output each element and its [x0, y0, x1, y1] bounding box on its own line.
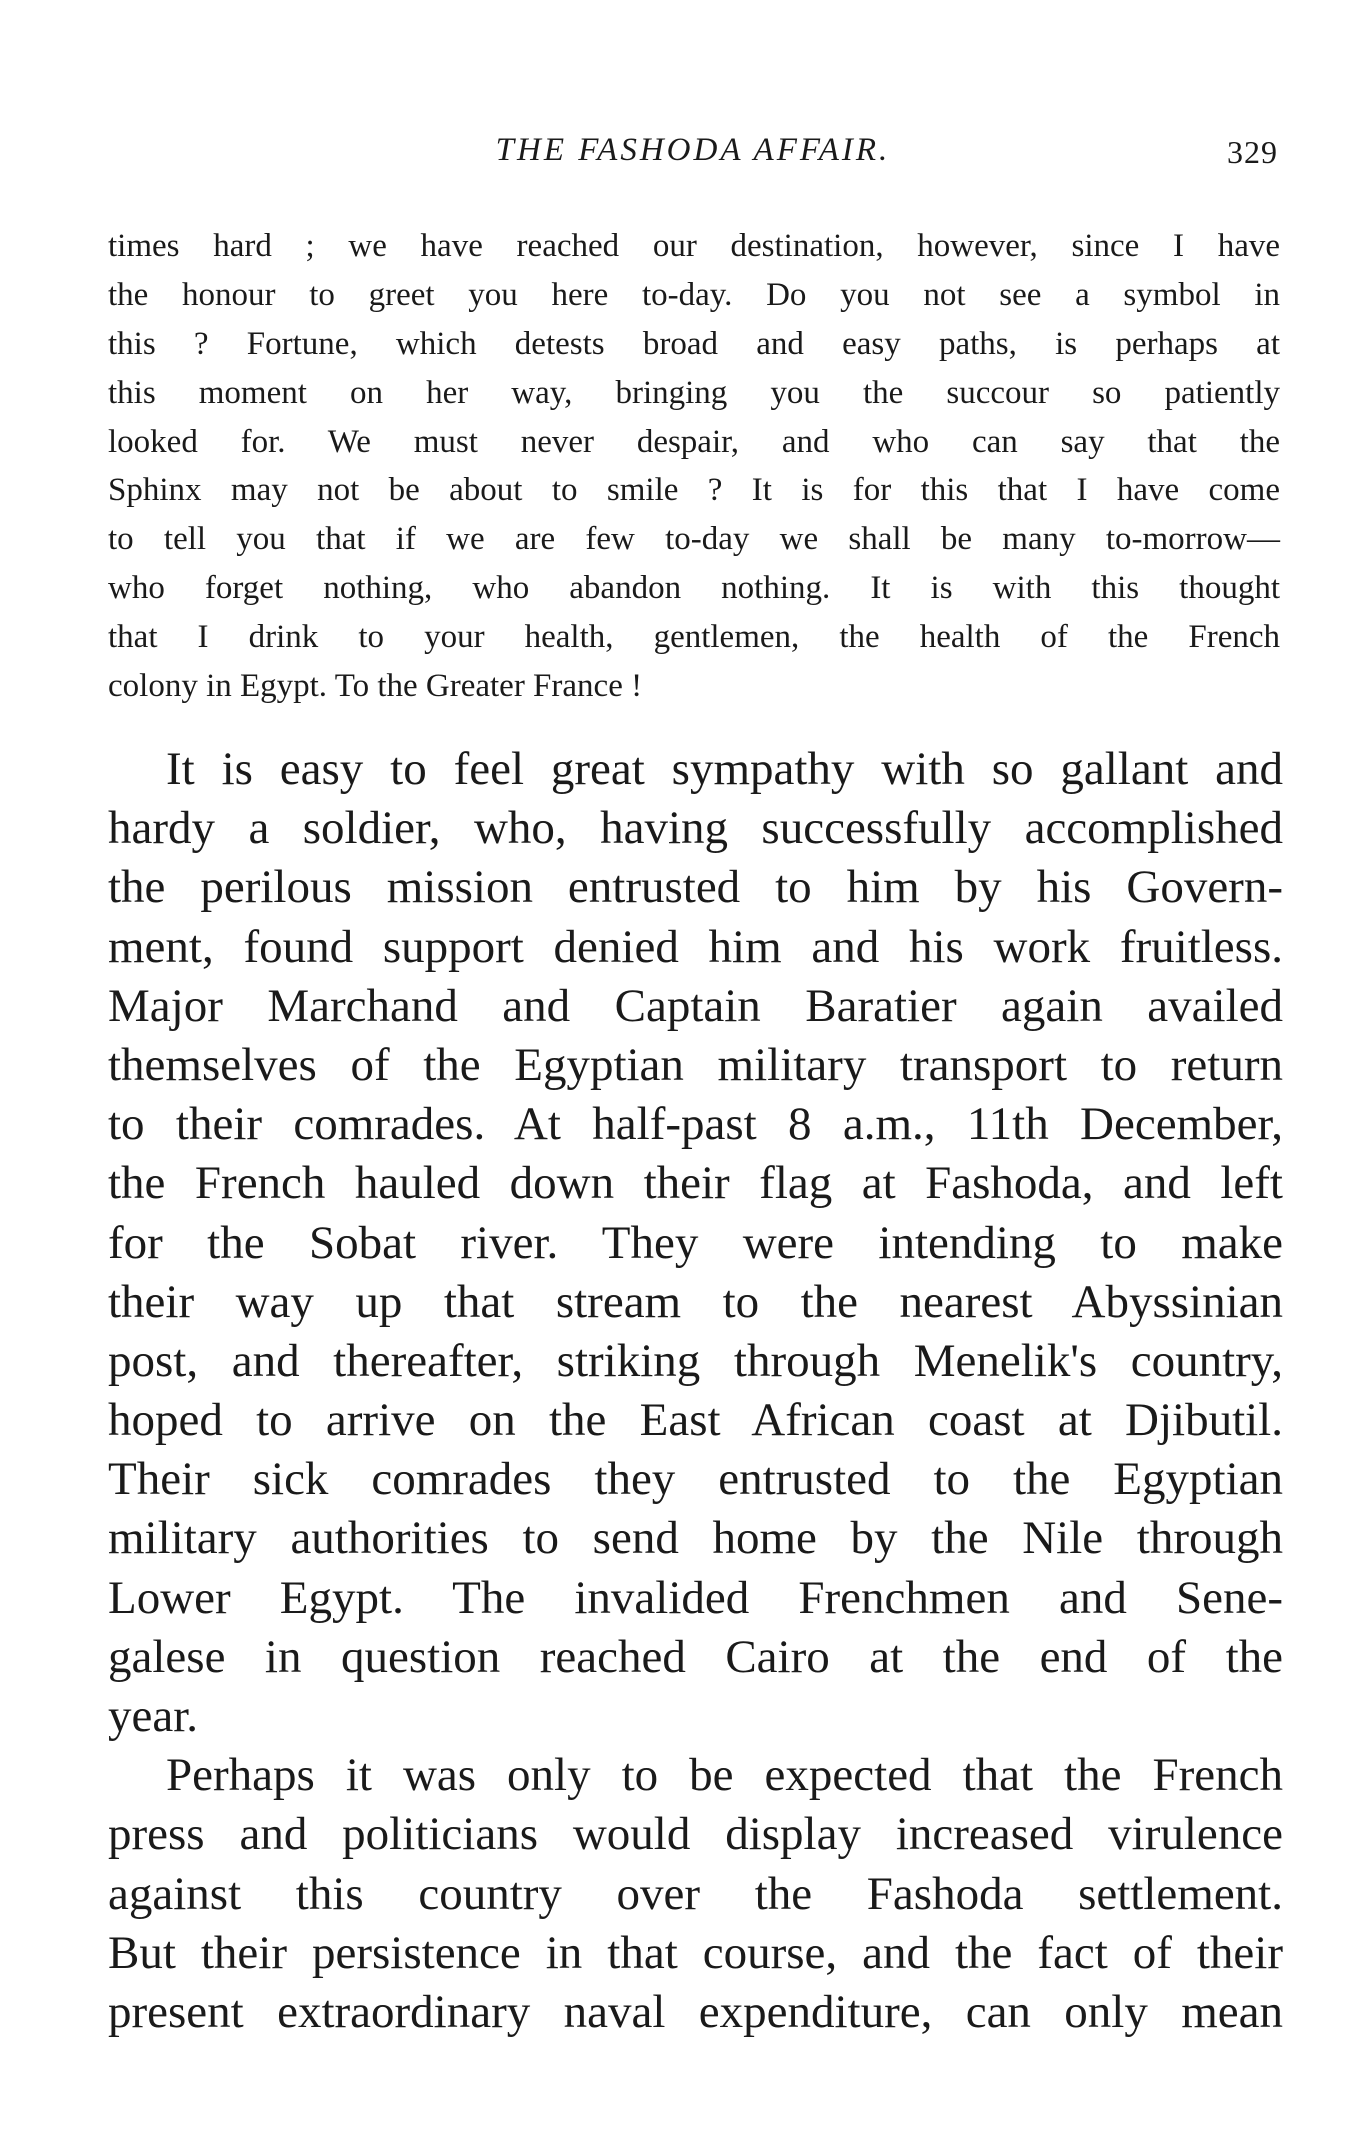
text-line: the honour to greet you here to-day. Do you not see a symbol in — [108, 276, 1280, 313]
text-line: this moment on her way, bringing you the succour so patiently — [108, 374, 1280, 411]
text-line: their way up that stream to the nearest Abyssinian — [108, 1275, 1283, 1328]
text-line: hardy a soldier, who, having successfully accomplished — [108, 802, 1283, 855]
quoted-speech-block — [108, 222, 1280, 711]
text-line: that I drink to your health, gentlemen, the health of the French — [108, 619, 1280, 656]
text-line: But their persistence in that course, and the fact of their — [108, 1926, 1283, 1979]
text-line: colony in Egypt. To the Greater France ! — [108, 668, 643, 705]
text-line: Sphinx may not be about to smile ? It is for this that I have come — [108, 472, 1280, 509]
text-line: this ? Fortune, which detests broad and easy paths, is perhaps at — [108, 325, 1280, 362]
text-line: ment, found support denied him and his work fruitless. — [108, 920, 1283, 973]
text-line: Major Marchand and Captain Baratier again availed — [108, 979, 1283, 1032]
text-line: hoped to arrive on the East African coast at Djibutil. — [108, 1394, 1283, 1447]
page-header — [108, 132, 1278, 182]
body-text — [108, 740, 1283, 2042]
paragraph — [108, 740, 1283, 1746]
text-line: themselves of the Egyptian military transport to return — [108, 1038, 1283, 1091]
text-line: galese in question reached Cairo at the end of the — [108, 1630, 1283, 1683]
text-line: to their comrades. At half-past 8 a.m., 11th December, — [108, 1098, 1283, 1151]
paragraph — [108, 1746, 1283, 2042]
text-line: the French hauled down their flag at Fashoda, and left — [108, 1157, 1283, 1210]
text-line: times hard ; we have reached our destination, however, since I have — [108, 228, 1280, 264]
text-line: present extraordinary naval expenditure, can only mean — [108, 1985, 1283, 2038]
text-line: Their sick comrades they entrusted to the Egyptian — [108, 1453, 1283, 1506]
text-line: Perhaps it was only to be expected that the French — [166, 1749, 1283, 1802]
text-line: year. — [108, 1690, 199, 1742]
page-number: 329 — [1227, 134, 1278, 170]
text-line: who forget nothing, who abandon nothing. It is with this thought — [108, 570, 1280, 607]
text-line: the perilous mission entrusted to him by his Govern- — [108, 861, 1283, 914]
text-line: military authorities to send home by the Nile through — [108, 1512, 1283, 1565]
text-line: press and politicians would display increased virulence — [108, 1808, 1283, 1861]
running-title: THE FASHODA AFFAIR. — [495, 132, 891, 168]
text-line: against this country over the Fashoda settlement. — [108, 1867, 1283, 1920]
text-line: It is easy to feel great sympathy with so gallant and — [166, 743, 1283, 795]
text-line: to tell you that if we are few to-day we shall be many to-morrow— — [108, 521, 1280, 558]
text-line: Lower Egypt. The invalided Frenchmen and Sene- — [108, 1571, 1283, 1624]
text-line: looked for. We must never despair, and who can say that the — [108, 423, 1280, 460]
text-line: for the Sobat river. They were intending to make — [108, 1216, 1283, 1269]
text-line: post, and thereafter, striking through Menelik's country, — [108, 1334, 1283, 1387]
